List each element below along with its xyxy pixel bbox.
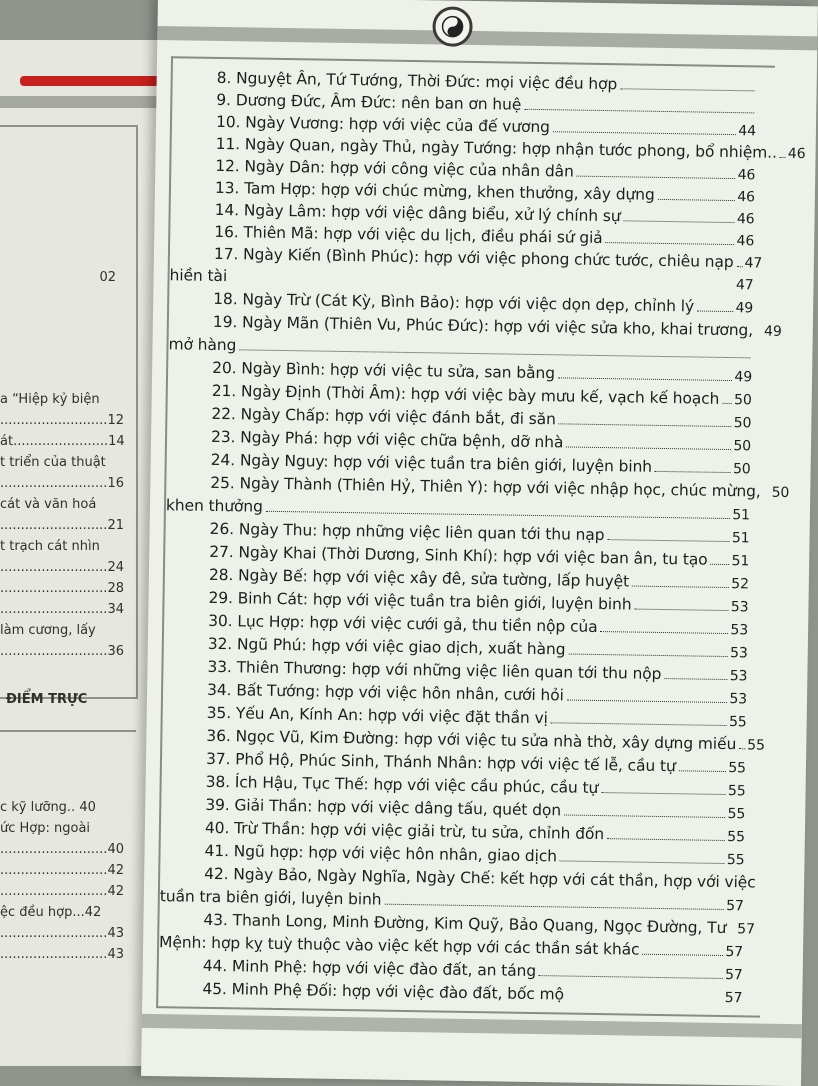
toc-entry-title: 35. Yếu An, Kính An: hợp với việc đặt thần vị	[207, 704, 548, 727]
toc-entry-title: mở hàng	[168, 335, 236, 354]
toc-leader-dots	[524, 109, 754, 114]
toc-leader-dots	[606, 242, 735, 245]
table-of-contents	[141, 0, 818, 1086]
left-page-section-heading: ĐIỂM TRỰC	[6, 692, 176, 707]
left-page-toc-line: ..........................12	[0, 413, 120, 428]
toc-entry-title: 42. Ngày Bảo, Ngày Nghĩa, Ngày Chế: kết hợp với cát thần, hợp với việc	[204, 865, 756, 892]
toc-entry-page-number: 51	[732, 507, 750, 523]
left-page-toc-line: t trạch cát nhìn	[0, 539, 170, 554]
toc-entry-page-number: 53	[729, 691, 747, 707]
toc-entry-page-number: 49	[764, 324, 782, 340]
toc-leader-dots	[568, 654, 728, 658]
toc-leader-dots	[722, 403, 732, 404]
toc-entry-title: 12. Ngày Dân: hợp với công việc của nhân dân	[215, 157, 574, 181]
left-page-toc-line: c kỹ lưỡng.. 40	[0, 800, 170, 815]
toc-leader-dots	[559, 423, 732, 427]
toc-entry-title: 11. Ngày Quan, ngày Thủ, ngày Tướng: hợp nhận tước phong, bổ nhiệm..	[216, 135, 777, 162]
toc-entry-page-number: 50	[734, 392, 752, 408]
toc-leader-dots	[566, 446, 731, 450]
toc-entry-title: 45. Minh Phệ Đối: hợp với việc đào đất, bốc mộ	[202, 980, 564, 1004]
toc-entry-title: 8. Nguyệt Ân, Tứ Tướng, Thời Đức: mọi việc đều hợp	[217, 69, 618, 93]
toc-leader-dots	[564, 814, 726, 818]
toc-entry-page-number: 57	[725, 990, 743, 1006]
left-page-toc-line: ..........................43	[0, 947, 120, 962]
left-page-toc-line: ..........................16	[0, 476, 120, 491]
toc-leader-dots	[711, 564, 730, 565]
left-page-toc-line: ..........................21	[0, 518, 120, 533]
toc-leader-dots	[780, 157, 786, 158]
toc-entry-page-number: 50	[733, 461, 751, 477]
toc-leader-dots	[658, 199, 736, 201]
toc-entry-page-number: 52	[731, 576, 749, 592]
toc-entry-title: 18. Ngày Trừ (Cát Kỳ, Bình Bảo): hợp với việc dọn dẹp, chỉnh lý	[213, 290, 694, 316]
toc-leader-dots	[634, 609, 728, 611]
toc-entry-page-number: 47	[736, 277, 754, 293]
toc-entry-page-number: 53	[730, 645, 748, 661]
toc-entry-page-number: 55	[728, 760, 746, 776]
toc-leader-dots	[560, 860, 725, 864]
toc-entry-page-number: 55	[727, 829, 745, 845]
toc-leader-dots	[230, 281, 734, 289]
toc-entry-title: tuần tra biên giới, luyện binh	[160, 887, 382, 908]
toc-entry-title: 21. Ngày Định (Thời Âm): hợp với việc bày mưu kế, vạch kế hoạch	[212, 382, 720, 408]
toc-leader-dots	[632, 586, 729, 589]
toc-entry-page-number: 49	[734, 369, 752, 385]
toc-entry-title: 16. Thiên Mã: hợp với việc du lịch, điều phái sứ giả	[214, 223, 603, 247]
toc-leader-dots	[567, 700, 728, 704]
toc-entry-page-number: 57	[725, 944, 743, 960]
left-page-toc-line: 02	[0, 270, 120, 285]
toc-leader-dots	[384, 904, 724, 910]
left-page-toc-line: ức Hợp: ngoài	[0, 821, 170, 836]
left-page-toc-line: át.......................14	[0, 434, 120, 449]
toc-leader-dots	[679, 770, 727, 772]
toc-entry-title: 10. Ngày Vương: hợp với việc của đế vương	[216, 113, 550, 136]
toc-leader-dots	[697, 311, 734, 313]
toc-entry-title: 25. Ngày Thành (Thiên Hỷ, Thiên Y): hợp với việc nhập học, chúc mừng,	[210, 474, 761, 501]
toc-leader-dots	[558, 377, 733, 381]
toc-entry-page-number: 55	[729, 714, 747, 730]
left-page-toc-line: ..........................36	[0, 644, 120, 659]
toc-entry-title: 38. Ích Hậu, Tục Thế: hợp với việc cầu phúc, cầu tự	[206, 773, 599, 797]
toc-leader-dots	[551, 722, 727, 726]
toc-entry-page-number: 53	[731, 599, 749, 615]
toc-leader-dots	[620, 88, 754, 91]
left-page-toc-line: ..........................43	[0, 926, 120, 941]
toc-entry-page-number: 46	[737, 189, 755, 205]
toc-entry-title: 20. Ngày Bình: hợp với việc tu sửa, san bằng	[212, 359, 555, 382]
toc-entry-page-number: 53	[730, 622, 748, 638]
toc-leader-dots	[567, 1000, 723, 1002]
left-page-toc-line: ..........................40	[0, 842, 120, 857]
toc-leader-dots	[642, 954, 723, 956]
left-page-toc-line: ..........................42	[0, 863, 120, 878]
toc-leader-dots	[601, 631, 729, 634]
toc-entry-page-number: 50	[733, 438, 751, 454]
toc-entry-page-number: 50	[734, 415, 752, 431]
toc-entry-title: 33. Thiên Thương: hợp với những việc liên quan tới thu nộp	[207, 658, 661, 683]
toc-entry-title: 32. Ngũ Phú: hợp với việc giao dịch, xuất hàng	[208, 635, 566, 659]
toc-entry-title: 19. Ngày Mãn (Thiên Vu, Phúc Đức): hợp với việc sửa kho, khai trương,	[213, 313, 753, 339]
left-page-toc-line: ..........................24	[0, 560, 120, 575]
toc-entry-page-number: 53	[730, 668, 748, 684]
toc-entry-page-number: 47	[744, 255, 762, 271]
toc-leader-dots	[601, 792, 726, 795]
toc-entry-page-number: 57	[725, 967, 743, 983]
left-page-toc-line: cát và văn hoá	[0, 497, 170, 512]
toc-leader-dots	[577, 176, 736, 179]
toc-entry-title: khen thưởng	[166, 496, 263, 516]
toc-entry-page-number: 46	[737, 211, 755, 227]
toc-leader-dots	[239, 349, 750, 358]
toc-leader-dots	[553, 131, 736, 135]
left-page-toc-line: làm cương, lấy	[0, 623, 170, 638]
toc-entry-page-number: 46	[738, 167, 756, 183]
toc-entry-page-number: 46	[736, 233, 754, 249]
toc-entry-page-number: 57	[737, 921, 755, 937]
toc-leader-dots	[623, 220, 734, 223]
toc-entry-page-number: 51	[731, 553, 749, 569]
toc-entry-page-number: 46	[788, 146, 806, 162]
toc-entry-page-number: 55	[747, 737, 765, 753]
toc-entry-title: 36. Ngọc Vũ, Kim Đường: hợp với việc tu sửa nhà thờ, xây dựng miếu	[206, 727, 736, 753]
toc-leader-dots	[539, 975, 723, 979]
toc-entry-title: 24. Ngày Nguy: hợp với việc tuần tra biên giới, luyện binh	[211, 451, 653, 476]
left-page-toc-line: a “Hiệp kỷ biện	[0, 392, 170, 407]
toc-entry-page-number: 57	[726, 898, 744, 914]
toc-entry-title: 26. Ngày Thu: hợp những việc liên quan tới thu nạp	[209, 520, 604, 544]
toc-entry-page-number: 49	[735, 300, 753, 316]
toc-entry-title: 23. Ngày Phá: hợp với việc chữa bệnh, dỡ nhà	[211, 428, 564, 452]
current-page	[141, 0, 818, 1086]
toc-entry-page-number: 44	[738, 123, 756, 139]
left-page-toc-line: ..........................42	[0, 884, 120, 899]
toc-leader-dots	[266, 511, 730, 519]
toc-entry-title: 41. Ngũ hợp: hợp với việc hôn nhân, giao dịch	[204, 842, 557, 866]
toc-entry-title: 43. Thanh Long, Minh Đường, Kim Quỹ, Bảo Quang, Ngọc Đường, Tư	[203, 911, 726, 937]
toc-leader-dots	[664, 678, 727, 680]
left-page-toc-line: ệc đều hợp...42	[0, 905, 170, 920]
toc-entry-page-number: 51	[732, 530, 750, 546]
toc-leader-dots	[655, 471, 731, 473]
toc-entry-title: 40. Trừ Thần: hợp với việc giải trừ, tu sửa, chỉnh đốn	[205, 819, 604, 843]
toc-entry-title: 37. Phổ Hộ, Phúc Sinh, Thánh Nhân: hợp với việc tế lễ, cầu tự	[206, 750, 676, 775]
toc-entry-title: 29. Binh Cát: hợp với việc tuần tra biên giới, luyện binh	[208, 589, 631, 614]
toc-leader-dots	[737, 266, 743, 267]
toc-entry-page-number: 55	[728, 783, 746, 799]
toc-entry-title: 28. Ngày Bế: hợp với việc xây đê, sửa tường, lấp huyệt	[209, 566, 629, 591]
toc-leader-dots	[607, 539, 729, 542]
toc-entry-title: 13. Tam Hợp: hợp với chúc mừng, khen thưởng, xây dựng	[215, 179, 655, 204]
toc-entry-title: 9. Dương Đức, Âm Đức: nên ban ơn huệ	[216, 91, 521, 114]
left-page-toc-line: t triển của thuật	[0, 455, 170, 470]
toc-leader-dots	[607, 838, 725, 841]
toc-entry-title: Mệnh: hợp kỵ tuỳ thuộc vào việc kết hợp với các thần sát khác	[159, 933, 640, 959]
toc-entry-title: 30. Lục Hợp: hợp với việc cưới gả, thu tiền nộp của	[208, 612, 598, 636]
toc-entry-title: 34. Bất Tướng: hợp với việc hôn nhân, cưới hỏi	[207, 681, 564, 705]
toc-entry-title: 22. Ngày Chấp: hợp với việc đánh bắt, đi săn	[211, 405, 556, 428]
left-page-toc-line: ..........................34	[0, 602, 120, 617]
toc-entry-title: 39. Giải Thần: hợp với việc dâng tấu, quét dọn	[205, 796, 561, 820]
toc-entry-page-number: 50	[772, 485, 790, 501]
toc-entry-page-number: 55	[727, 806, 745, 822]
toc-entry-title: 17. Ngày Kiến (Bình Phúc): hợp với việc phong chức tước, chiêu nạp	[214, 245, 734, 271]
toc-entry-title: hiền tài	[169, 266, 227, 285]
toc-entry-title: 44. Minh Phệ: hợp với việc đào đất, an táng	[203, 957, 537, 980]
toc-entry-title: 27. Ngày Khai (Thời Dương, Sinh Khí): hợp với việc ban ân, tu tạo	[209, 543, 708, 569]
toc-entry-title: 14. Ngày Lâm: hợp với việc dâng biểu, xử lý chính sự	[215, 201, 621, 225]
toc-entry-page-number: 55	[727, 852, 745, 868]
left-page-toc-line: ..........................28	[0, 581, 120, 596]
toc-leader-dots	[739, 748, 745, 749]
